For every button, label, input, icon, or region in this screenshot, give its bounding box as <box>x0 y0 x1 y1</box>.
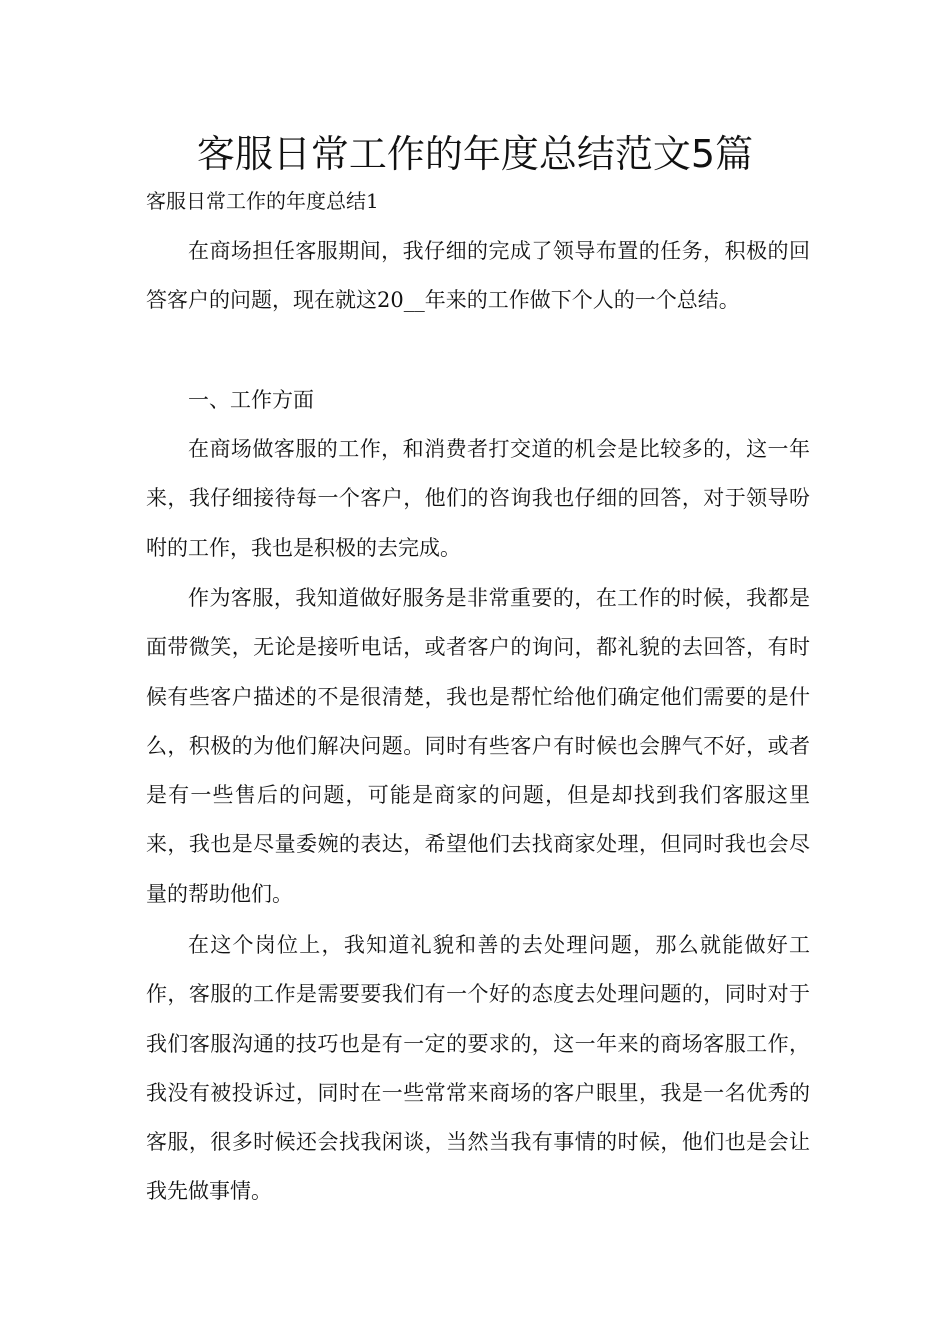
document-title: 客服日常工作的年度总结范文5篇 <box>196 132 754 176</box>
section-subtitle: 客服日常工作的年度总结1 <box>146 189 379 213</box>
paragraph-work-1: 在商场做客服的工作，和消费者打交道的机会是比较多的，这一年来，我仔细接待每一个客户，他们的咨询我也仔细的回答，对于领导吩咐的工作，我也是积极的去完成。 <box>146 437 810 560</box>
paragraph-work-3: 在这个岗位上，我知道礼貌和善的去处理问题，那么就能做好工作，客服的工作是需要要我们有一个好的态度去处理问题的，同时对于我们客服沟通的技巧也是有一定的要求的，这一年来的商场客服工作，我没有被投诉过，同时在一些常常来商场的客户眼里，我是一名优秀的客服，很多时候还会找我闲谈，当然当我有事情的时候，他们也是会让我先做事情。 <box>146 933 810 1204</box>
paragraph-work-2: 作为客服，我知道做好服务是非常重要的，在工作的时候，我都是面带微笑，无论是接听电话，或者客户的询问，都礼貌的去回答，有时候有些客户描述的不是很清楚，我也是帮忙给他们确定他们需要的是什么，积极的为他们解决问题。同时有些客户有时候也会脾气不好，或者是有一些售后的问题，可能是商家的问题，但是却找到我们客服这里来，我也是尽量委婉的表达，希望他们去找商家处理，但同时我也会尽量的帮助他们。 <box>146 586 810 906</box>
section-heading-work: 一、工作方面 <box>188 388 314 412</box>
paragraph-intro: 在商场担任客服期间，我仔细的完成了领导布置的任务，积极的回答客户的问题，现在就这20__年来的工作做下个人的一个总结。 <box>146 239 810 313</box>
